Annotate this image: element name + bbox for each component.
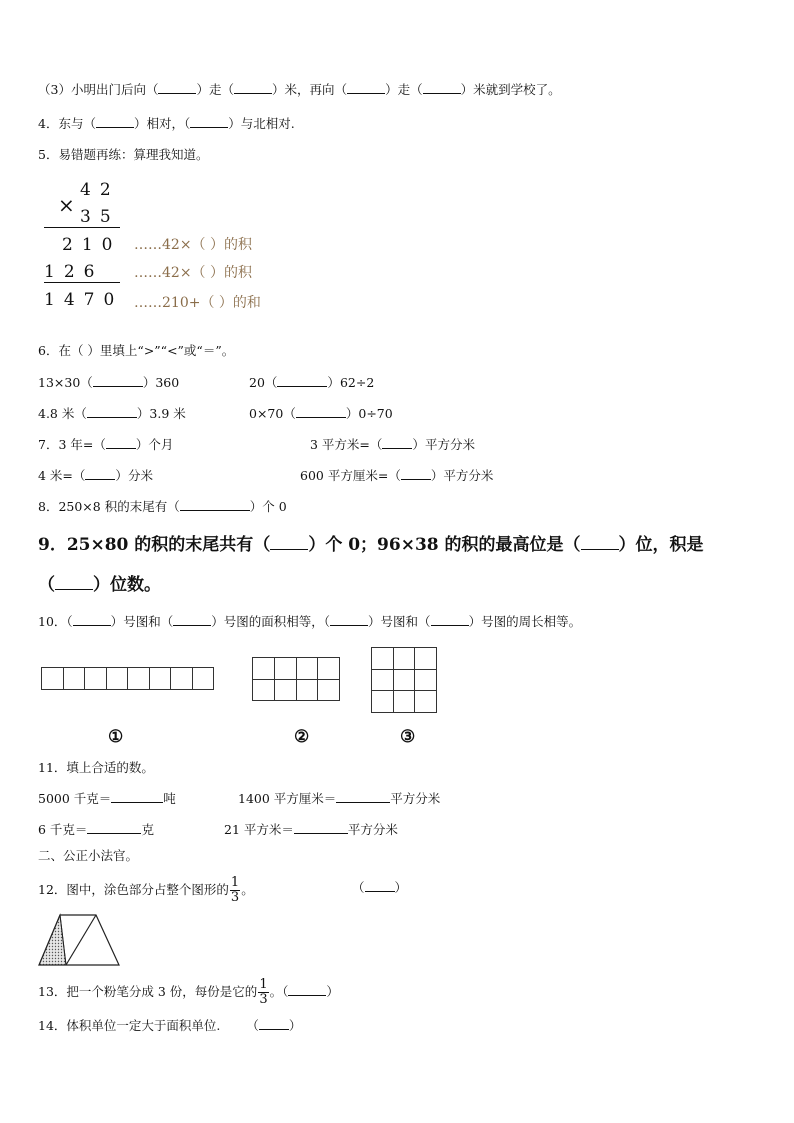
figure-1-grid <box>41 667 214 690</box>
answer-blank[interactable] <box>336 791 390 803</box>
answer-blank[interactable] <box>265 375 340 390</box>
answer-blank[interactable] <box>66 614 123 629</box>
figure-2-label: ② <box>294 727 310 747</box>
answer-blank[interactable] <box>283 406 358 421</box>
question-8: 8．250×8 积的末尾有（ ） 个 0 <box>38 499 287 515</box>
rule-line <box>44 282 120 283</box>
conversion-row: 600 平方厘米=（ ） 平方分米 <box>300 468 493 484</box>
figure-2-grid <box>252 657 340 701</box>
answer-blank[interactable] <box>74 406 149 421</box>
answer-blank[interactable] <box>253 535 325 555</box>
question-6-title: 6．在（ ）里填上“>”“<”或“＝”。 <box>38 343 235 358</box>
rule-line <box>44 227 120 228</box>
answer-blank[interactable] <box>410 82 473 97</box>
answer-blank[interactable] <box>161 614 224 629</box>
answer-blank[interactable] <box>564 535 636 555</box>
annotation-3: ……210+（ ）的和 <box>134 295 261 311</box>
trapezoid-figure <box>36 912 124 968</box>
answer-blank[interactable] <box>80 375 155 390</box>
final-product: 1470 <box>44 290 124 310</box>
question-12: 12．图中，涂色部分占整个图形的 $\frac{1}{3}$ 。 <box>38 875 254 905</box>
answer-blank[interactable] <box>184 116 241 131</box>
shaded-triangle <box>39 915 66 965</box>
figure-1-label: ① <box>108 727 124 747</box>
answer-blank[interactable] <box>87 822 141 834</box>
answer-blank[interactable] <box>146 82 209 97</box>
compare-row: 4.8 米（ ） 3.9 米 <box>38 406 186 422</box>
question-14: 14．体积单位一定大于面积单位.（ ） <box>38 1018 301 1034</box>
question-10: 10．（ ） 号图和（ ） 号图的面积相等，（ ） 号图和（ ） 号图的周长相等。 <box>38 614 581 630</box>
compare-row: 0×70（ ） 0÷70 <box>249 406 393 422</box>
question-11-title: 11．填上合适的数。 <box>38 760 154 775</box>
question-3: （3）小明出门后向（ ） 走（ ） 米，再向（ ） 走（ ） 米就到学校了。 <box>38 82 561 98</box>
question-9: 9．25×80 的积的末尾共有（ ） 个 0；96×38 的积的最高位是（ ） 位，积是 <box>38 534 704 556</box>
multiplicand: 42 <box>80 180 120 200</box>
compare-row: 20（ ） 62÷2 <box>249 375 374 391</box>
answer-blank[interactable] <box>83 116 146 131</box>
answer-blank[interactable] <box>418 614 481 629</box>
times-sign: × <box>58 193 75 217</box>
answer-blank[interactable] <box>335 82 398 97</box>
compare-row: 13×30（ ） 360 <box>38 375 179 391</box>
judge-blank[interactable] <box>352 880 407 896</box>
diagonal-line <box>66 915 96 965</box>
answer-blank[interactable] <box>324 614 381 629</box>
fill-row: 5000 千克＝ 吨 <box>38 791 176 806</box>
multiplier: 35 <box>80 207 120 227</box>
answer-blank[interactable] <box>388 468 443 483</box>
figure-3-label: ③ <box>400 727 416 747</box>
judge-blank[interactable] <box>246 1018 301 1033</box>
judge-blank[interactable] <box>282 984 339 999</box>
conversion-row: 3 平方米=（ ） 平方分米 <box>310 437 475 453</box>
answer-blank[interactable] <box>93 437 148 452</box>
conversion-row: 4 米=（ ） 分米 <box>38 468 153 484</box>
answer-blank[interactable] <box>370 437 425 452</box>
answer-blank[interactable] <box>167 499 262 514</box>
partial-product-2: 126 <box>44 262 104 282</box>
question-13: 13．把一个粉笔分成 3 份，每份是它的 $\frac{1}{3}$ 。（ ） <box>38 978 339 1007</box>
answer-blank[interactable] <box>222 82 285 97</box>
partial-product-1: 210 <box>62 235 122 255</box>
conversion-row: 7．3 年=（ ） 个月 <box>38 437 173 453</box>
annotation-1: ……42×（ ）的积 <box>134 237 252 253</box>
fill-row: 1400 平方厘米＝ 平方分米 <box>238 791 441 806</box>
section-heading: 二、公正小法官。 <box>38 848 139 863</box>
figure-3-grid <box>371 647 437 713</box>
annotation-2: ……42×（ ）的积 <box>134 265 252 281</box>
fraction-one-third: $\frac{1}{3}$ <box>230 875 240 905</box>
question-4: 4．东与（ ） 相对，（ ） 与北相对. <box>38 116 295 132</box>
answer-blank[interactable] <box>111 791 163 803</box>
answer-blank[interactable] <box>38 575 110 595</box>
answer-blank[interactable] <box>73 468 128 483</box>
fill-row: 6 千克＝ 克 <box>38 822 154 837</box>
fraction-one-third: $\frac{1}{3}$ <box>259 977 268 1007</box>
question-9-cont: （ ）位数。 <box>38 574 161 596</box>
fill-row: 21 平方米＝ 平方分米 <box>224 822 398 837</box>
answer-blank[interactable] <box>294 822 348 834</box>
question-5-title: 5．易错题再练：算理我知道。 <box>38 147 209 162</box>
